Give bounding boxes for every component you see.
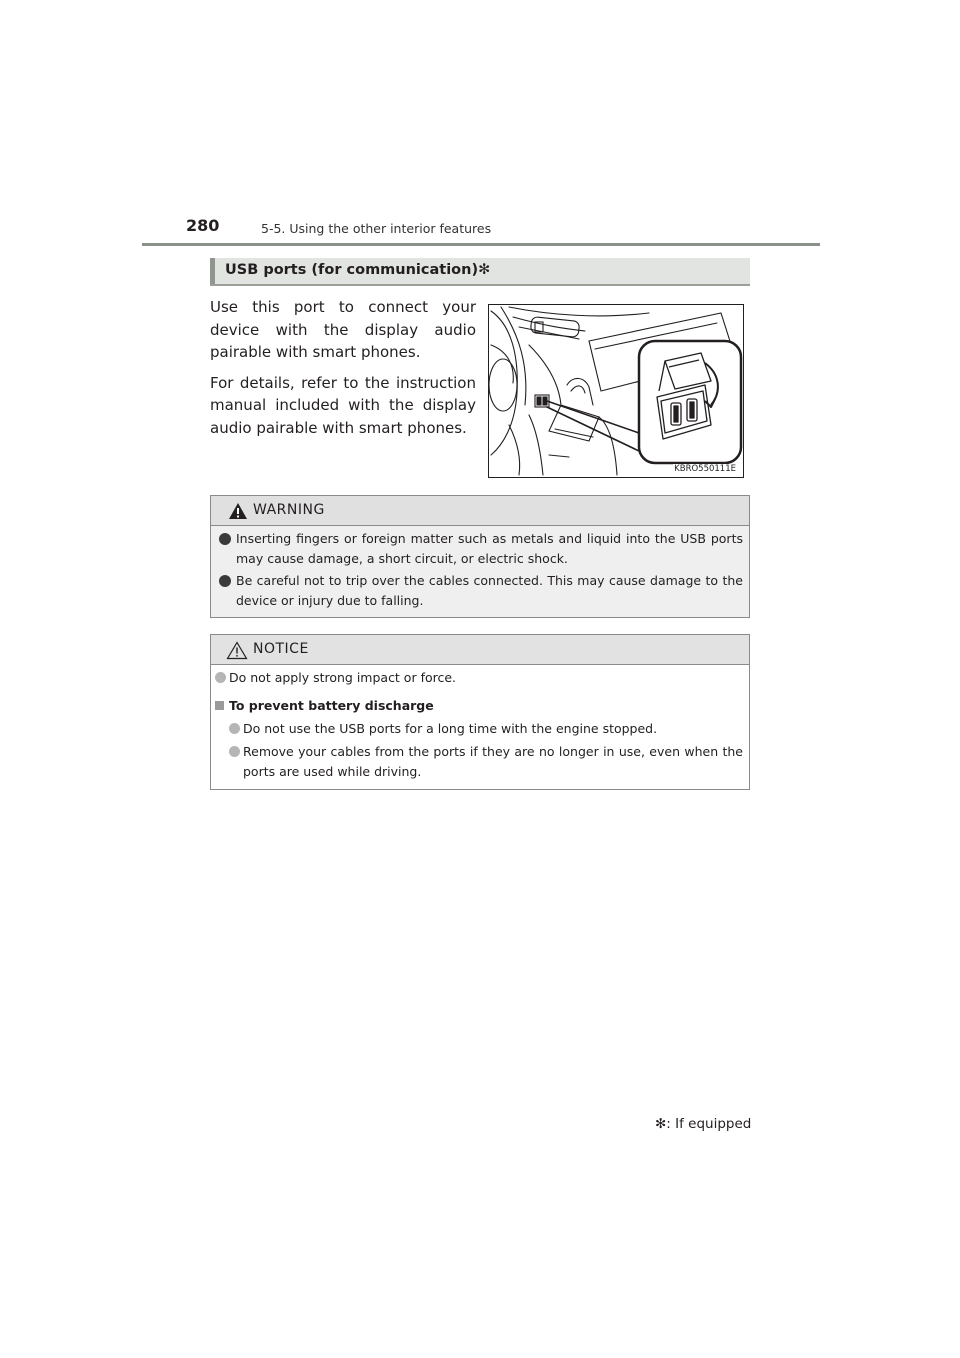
intro-paragraph-2: For details, refer to the instruction manual included with the display audio pairable with smart phones. bbox=[210, 373, 476, 437]
warning-item-1-text: Inserting fingers or foreign matter such as metals and liquid into the USB ports may cause damage, a short circuit, or electric shock. bbox=[236, 531, 743, 566]
bullet-icon bbox=[215, 672, 226, 683]
notice-box bbox=[210, 634, 750, 790]
dashboard-drawing bbox=[489, 305, 743, 477]
notice-item-1-text: Do not apply strong impact or force. bbox=[229, 670, 457, 685]
bullet-icon bbox=[219, 533, 231, 545]
usb-port-illustration bbox=[488, 304, 744, 478]
square-bullet-icon bbox=[215, 701, 224, 710]
notice-subitem-1 bbox=[229, 719, 743, 739]
running-head: 5-5. Using the other interior features bbox=[261, 221, 492, 236]
notice-subitem-2-text: Remove your cables from the ports if they are no longer in use, even when the ports are used while driving. bbox=[243, 744, 743, 779]
figure-code: KBRO550111E bbox=[674, 464, 736, 474]
section-title: USB ports (for communication)✻ bbox=[225, 262, 491, 278]
warning-header bbox=[211, 496, 749, 526]
intro-paragraph-1: Use this port to connect your device with the display audio pairable with smart phones. bbox=[210, 298, 476, 361]
bullet-icon bbox=[229, 746, 240, 757]
notice-item-1 bbox=[215, 668, 743, 688]
notice-subheading-text: To prevent battery discharge bbox=[229, 698, 434, 713]
header-rule bbox=[142, 243, 820, 246]
notice-subitem-2 bbox=[229, 742, 743, 782]
warning-item-2 bbox=[219, 571, 743, 611]
section-heading bbox=[210, 258, 750, 286]
warning-item-1 bbox=[219, 529, 743, 569]
notice-header bbox=[211, 635, 749, 665]
section-accent bbox=[210, 258, 215, 284]
bullet-icon bbox=[219, 575, 231, 587]
bullet-icon bbox=[229, 723, 240, 734]
warning-item-2-text: Be careful not to trip over the cables connected. This may cause damage to the device or injury due to falling. bbox=[236, 573, 743, 608]
page-number: 280 bbox=[186, 216, 220, 235]
notice-title: NOTICE bbox=[253, 641, 309, 657]
footnote: ✻: If equipped bbox=[655, 1116, 752, 1132]
warning-title: WARNING bbox=[253, 502, 325, 518]
warning-box bbox=[210, 495, 750, 618]
intro-text bbox=[210, 296, 476, 447]
notice-triangle-icon bbox=[226, 641, 248, 660]
warning-triangle-icon bbox=[228, 502, 248, 520]
notice-subitem-1-text: Do not use the USB ports for a long time with the engine stopped. bbox=[243, 721, 658, 736]
notice-subheading bbox=[215, 696, 743, 716]
